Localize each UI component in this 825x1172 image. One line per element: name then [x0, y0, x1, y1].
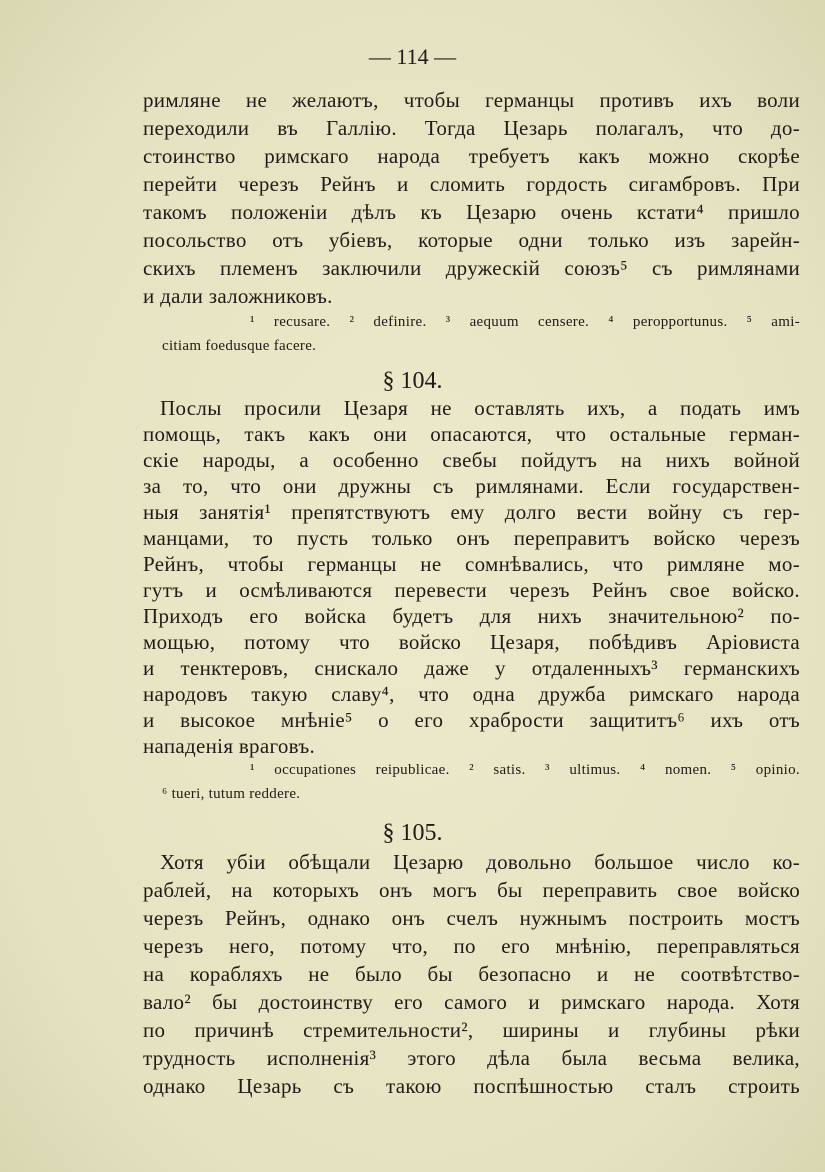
text-line: на корабляхъ не было бы безопасно и не соотвѣтство- — [143, 962, 800, 986]
paragraph-3 — [143, 848, 800, 1100]
footnotes-1 — [162, 310, 800, 358]
text-line: вало² бы достоинству его самого и римскаго народа. Хотя — [143, 990, 800, 1014]
footnote-line: ¹ recusare. ² definire. ³ aequum censere. ⁴ peropportunus. ⁵ ami- — [250, 314, 800, 330]
text-line: трудность исполненія³ этого дѣла была весьма велика, — [143, 1046, 800, 1070]
text-line: скіе народы, а особенно свебы пойдутъ на нихъ войной — [143, 448, 800, 472]
paragraph-1 — [143, 86, 800, 310]
text-line: стоинство римскаго народа требуетъ какъ можно скорѣе — [143, 144, 800, 168]
page-number: — 114 — — [368, 44, 457, 69]
footnote-line: citiam foedusque facere. — [162, 338, 317, 354]
footnote-line: ⁶ tueri, tutum reddere. — [162, 786, 301, 802]
text-line: однако Цезарь съ такою поспѣшностью сталъ строить — [143, 1074, 800, 1098]
text-line: римляне не желаютъ, чтобы германцы противъ ихъ воли — [143, 88, 800, 112]
text-line: скихъ племенъ заключили дружескій союзъ⁵ съ римлянами — [143, 256, 800, 280]
text-line: черезъ Рейнъ, однако онъ счелъ нужнымъ построить мостъ — [143, 906, 800, 930]
text-line: Послы просили Цезаря не оставлять ихъ, а подать имъ — [160, 396, 800, 420]
text-line: посольство отъ убіевъ, которые одни только изъ зарейн- — [143, 228, 800, 252]
text-line: по причинѣ стремительности², ширины и глубины рѣки — [143, 1018, 800, 1042]
text-line: манцами, то пусть только онъ переправитъ войско черезъ — [143, 526, 800, 550]
text-line: и высокое мнѣніе⁵ о его храбрости защититъ⁶ ихъ отъ — [143, 708, 800, 732]
text-line: за то, что они дружны съ римлянами. Если государствен- — [143, 474, 800, 498]
section-heading-104: § 104. — [382, 368, 443, 394]
text-line: Приходъ его войска будетъ для нихъ значительною² по- — [143, 604, 800, 628]
text-line: нападенія враговъ. — [143, 734, 316, 758]
text-line: гутъ и осмѣливаются перевести черезъ Рейнъ свое войско. — [143, 578, 800, 602]
text-line: народовъ такую славу⁴, что одна дружба римскаго народа — [143, 682, 800, 706]
footnote-line: ¹ occupationes reipublicae. ² satis. ³ ultimus. ⁴ nomen. ⁵ opinio. — [250, 762, 800, 778]
text-line: такомъ положеніи дѣлъ къ Цезарю очень кстати⁴ пришло — [143, 200, 800, 224]
text-line: ныя занятія¹ препятствуютъ ему долго вести войну съ гер- — [143, 500, 800, 524]
text-line: и тенктеровъ, снискало даже у отдаленныхъ³ германскихъ — [143, 656, 800, 680]
section-heading-105: § 105. — [382, 820, 443, 846]
text-line: Хотя убіи обѣщали Цезарю довольно большое число ко- — [160, 850, 800, 874]
text-line: и дали заложниковъ. — [143, 284, 333, 308]
text-line: черезъ него, потому что, по его мнѣнію, переправляться — [143, 934, 800, 958]
text-line: Рейнъ, чтобы германцы не сомнѣвались, что римляне мо- — [143, 552, 800, 576]
paragraph-2 — [143, 395, 800, 759]
footnotes-2 — [162, 758, 800, 806]
text-line: раблей, на которыхъ онъ могъ бы переправить свое войско — [143, 878, 800, 902]
text-line: переходили въ Галлію. Тогда Цезарь полагалъ, что до- — [143, 116, 800, 140]
text-line: перейти черезъ Рейнъ и сломить гордость сигамбровъ. При — [143, 172, 800, 196]
text-line: помощь, такъ какъ они опасаются, что остальные герман- — [143, 422, 800, 446]
text-line: мощью, потому что войско Цезаря, побѣдивъ Аріовиста — [143, 630, 800, 654]
